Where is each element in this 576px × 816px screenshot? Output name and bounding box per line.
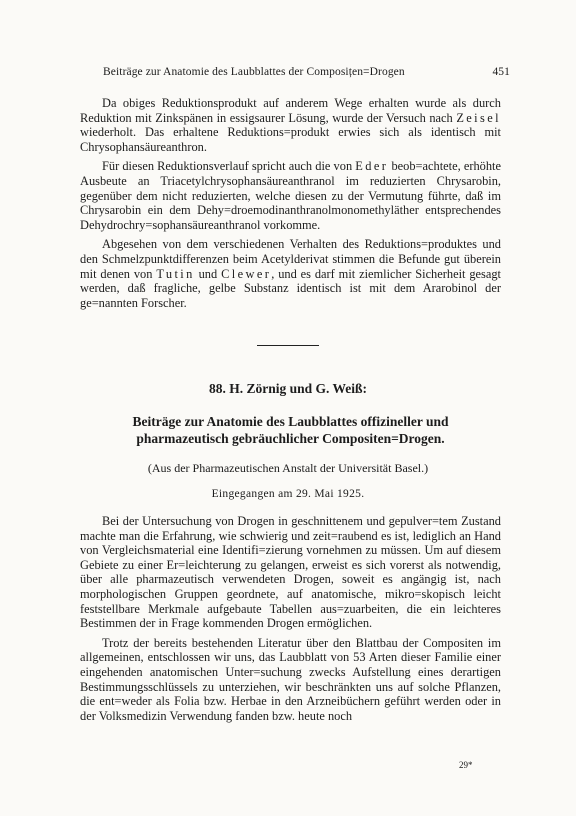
paragraph <box>80 96 501 154</box>
author-name: Zeisel <box>456 110 501 125</box>
author-name: Eder <box>355 159 389 174</box>
author-name: Tutin <box>156 266 195 281</box>
text-run: Für diesen Reduktionsverlauf spricht auch die von <box>102 159 356 174</box>
article-title-line: pharmazeutisch gebräuchlicher Compositen=Drogen. <box>136 431 445 446</box>
text-run: Abgesehen von dem verschiedenen Verhalten des Reduktions=produktes und den Schmelzpunktdifferenzen beim Acetylderivat stimmen die Befunde gut überein mit denen von <box>80 237 501 281</box>
text-run: Da obiges Reduktionsprodukt auf anderem Wege erhalten wurde als durch Reduktion mit Zinkspänen in essigsaurer Lösung, wurde der Versuch nach <box>80 96 501 125</box>
paragraph: Trotz der bereits bestehenden Literatur über den Blattbau der Compositen im allgemeinen, entschlossen wir uns, das Laubblatt von 53 Arten dieser Familie einer eingehenden anatomischen Unter=suchung zwecks Aufstellung eines derartigen Bestimmungsschlüssels zu unterziehen, wir beschränkten uns auf solche Pflanzen, die ent=weder als Folia bzw. Herbae in den Arzneibüchern geführt werden oder in der Volksmedizin Verwendung fanden bzw. heute noch <box>80 635 501 723</box>
paragraph: Bei der Untersuchung von Drogen in geschnittenem und gepulver=tem Zustand machte man die Erfahrung, wie schwierig und zeit=raubend es ist, lediglich an Hand von Vergleichsmaterial eine Identifi=zierung vornehmen zu müssen. Um auf diesem Gebiete zu einer Er=leichterung zu gelangen, erweist es sich vorerst als notwendig, über alle pharmazeutisch verwendeten Drogen, soweit es angängig ist, nach morphologischen Gruppen geordnete, auf anatomische, mikro=skopisch leicht feststellbare Merkmale aufgebaute Tabellen aus=zuarbeiten, die ein leichteres Bestimmen der in Frage kommenden Drogen ermöglichen. <box>80 514 501 631</box>
article-body <box>80 514 501 728</box>
text-run: beob=achtete, erhöhte Ausbeute an Triacetylchrysophansäureanthranol im reduzierten Chrysarobin, gegenüber dem nicht reduzierten, welche diesen zu der Vermutung führte, daß im Chrysarobin ein dem Dehy=droemodinanthranolmonomethyläther entsprechendes Dehydrochry=sophansäureanthranol vorkomme. <box>80 159 501 232</box>
text-run: , und es darf mit ziemlicher Sicherheit gesagt werden, daß fragliche, gelbe Substanz identisch ist mit dem Ararobinol der ge=nannten Forscher. <box>80 266 501 310</box>
author-name: Clewer <box>221 266 272 281</box>
paragraph <box>80 159 501 232</box>
article-author-line: 88. H. Zörnig und G. Weiß: <box>208 381 368 396</box>
article-title <box>80 413 501 447</box>
paragraph <box>80 237 501 310</box>
signature-mark: 29* <box>459 760 473 770</box>
text-run: wiederholt. Das erhaltene Reduktions=produkt erwies sich als identisch mit Chrysophansäureanthron. <box>80 125 501 154</box>
running-title: Beiträge zur Anatomie des Laubblattes der Composițen=Drogen <box>103 66 405 78</box>
article-title-line: Beiträge zur Anatomie des Laubblattes offizineller und <box>132 414 449 429</box>
continued-text <box>80 96 501 315</box>
institution-note: (Aus der Pharmazeutischen Anstalt der Universität Basel.) <box>147 461 429 475</box>
page-number: 451 <box>492 66 510 78</box>
section-divider <box>257 345 319 346</box>
received-date: Eingegangen am 29. Mai 1925. <box>211 488 365 500</box>
text-run: und <box>194 266 222 281</box>
